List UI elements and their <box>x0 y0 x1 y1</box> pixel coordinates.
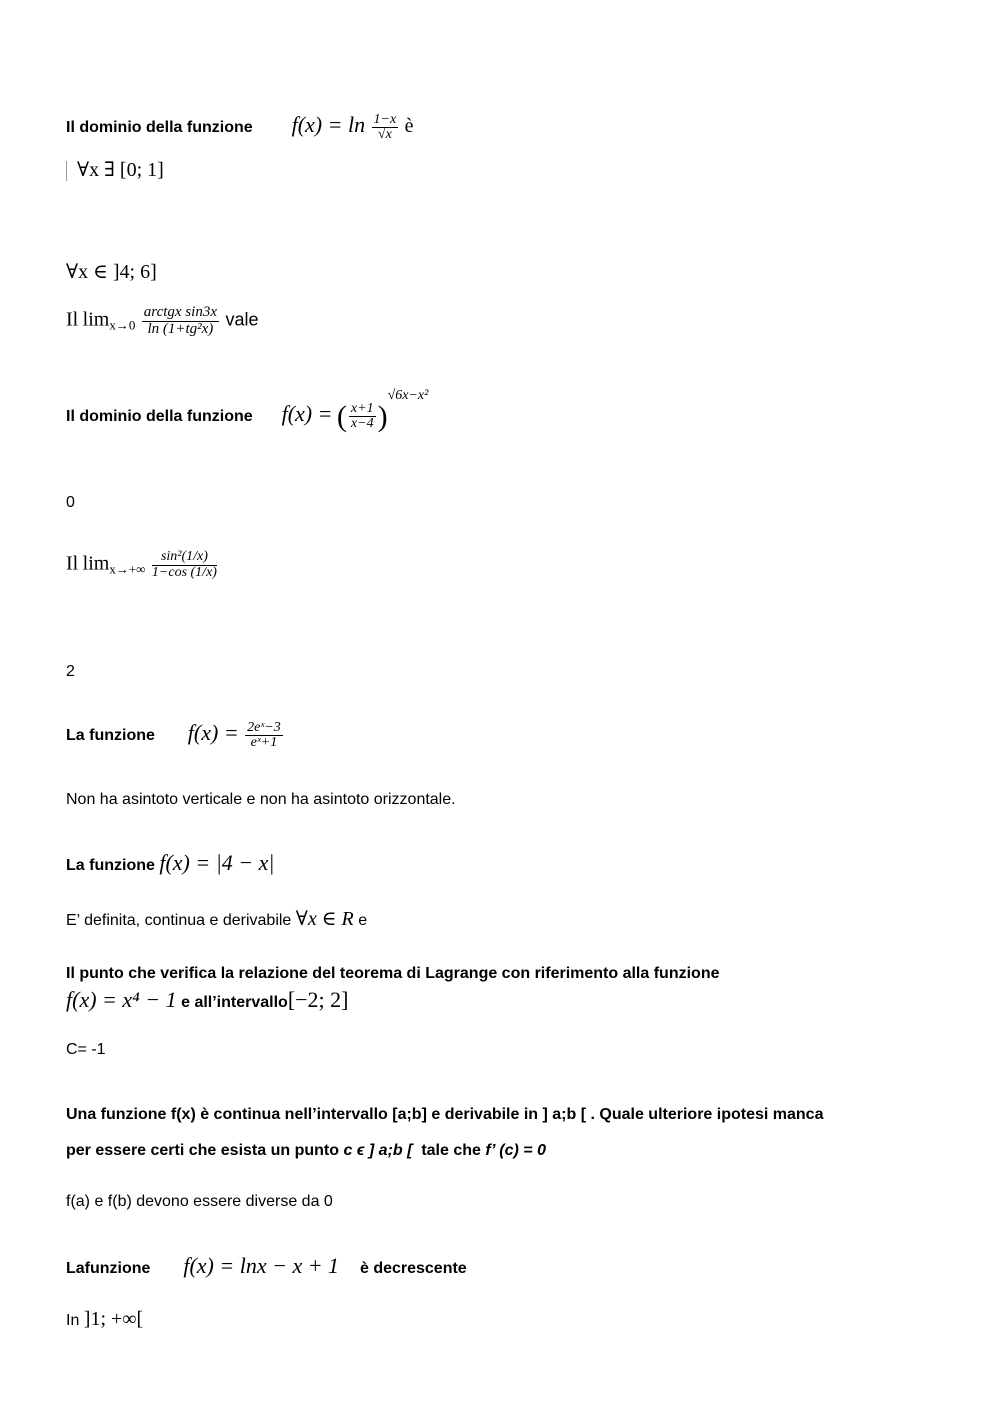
q9-answer <box>66 1308 143 1331</box>
q5-fraction: $\frac{\text{2eˣ−3}}{\text{eˣ+1}}$ <box>247 719 281 751</box>
q1-formula-lhs: f(x) = ln <box>291 112 366 137</box>
q6-formula: f(x) = |4 − x| <box>159 850 275 875</box>
q5-formula-lhs: f(x) = <box>187 720 239 745</box>
q4-lim-sub: x→+∞ <box>109 561 146 577</box>
q4-fraction: $\frac{\text{sin²(1/x)}}{1-\cos (1/x)}$ <box>151 549 217 580</box>
q9-answer-math: ]1; +∞[ <box>83 1308 144 1330</box>
q6-answer <box>66 906 367 931</box>
q7-mid: e all’intervallo <box>181 994 288 1011</box>
question-5 <box>66 720 285 751</box>
q6-answer-text: E’ definita, continua e derivabile <box>66 912 292 929</box>
q3-fraction: $\frac{x+1}{x-4}$ <box>350 400 374 432</box>
text-cursor-mark <box>66 161 67 181</box>
question-4 <box>66 550 219 580</box>
q1-suffix: è <box>404 115 414 137</box>
q4-lim: lim <box>82 552 110 575</box>
q3-formula-lhs: f(x) = <box>281 401 333 426</box>
q4-answer: 2 <box>66 663 75 680</box>
question-7-formula-line <box>66 987 348 1013</box>
question-6 <box>66 850 274 876</box>
q1-answer-a: ∀x ∃ [0; 1] <box>66 157 164 182</box>
q1-answer-b: ∀x ∈ ]4; 6] <box>66 261 157 283</box>
q3-prompt: Il dominio della funzione <box>66 408 253 425</box>
question-9 <box>66 1253 467 1279</box>
q5-answer: Non ha asintoto verticale e non ha asintoto orizzontale. <box>66 791 456 808</box>
q3-exponent: √6x−x² <box>387 388 429 403</box>
q7-formula: f(x) = x⁴ − 1 <box>66 987 177 1012</box>
question-1 <box>66 112 414 143</box>
question-2 <box>66 305 258 338</box>
q6-prompt: La funzione <box>66 857 155 874</box>
q1-fraction: $\frac{1-x}{√x}$ <box>373 111 397 143</box>
q9-prompt: Lafunzione <box>66 1260 151 1277</box>
q5-prompt: La funzione <box>66 727 155 744</box>
q8-line-1: Una funzione f(x) è continua nell’intervallo [a;b] e derivabile in ] a;b [ . Quale ulteriore ipotesi manca <box>66 1106 824 1123</box>
q6-answer-math: ∀x ∈ R <box>295 908 354 930</box>
question-3: Il dominio della funzione f(x) = ( $\frac{x+1}{x-4}$ )$^{√6x-x^2}$ <box>66 388 429 433</box>
q2-fraction: $\frac{\text{arctgx sin3x}}{\text{ln (1+tg²x)}}$ <box>143 304 217 337</box>
q2-suffix: vale <box>225 309 259 330</box>
q7-prompt: Il punto che verifica la relazione del teorema di Lagrange con riferimento alla funzione <box>66 965 720 982</box>
q7-interval: [−2; 2] <box>287 987 349 1012</box>
q3-answer: 0 <box>66 494 75 511</box>
q6-answer-suffix: e <box>358 912 368 929</box>
q2-prefix: Il <box>66 308 79 331</box>
q7-answer: C= -1 <box>66 1041 106 1058</box>
q9-formula: f(x) = lnx − x + 1 <box>183 1253 340 1278</box>
q9-suffix: è decrescente <box>359 1260 467 1277</box>
q8-line-2: per essere certi che esista un punto c ϵ ] a;b [ tale che f’ (c) = 0 <box>66 1142 546 1159</box>
q8-answer: f(a) e f(b) devono essere diverse da 0 <box>66 1193 333 1210</box>
q2-lim: lim <box>82 308 110 331</box>
q2-lim-sub: x→0 <box>109 317 136 333</box>
q1-prompt: Il dominio della funzione <box>66 119 253 136</box>
q4-prefix: Il <box>66 552 79 575</box>
q9-answer-prefix: In <box>66 1312 80 1329</box>
